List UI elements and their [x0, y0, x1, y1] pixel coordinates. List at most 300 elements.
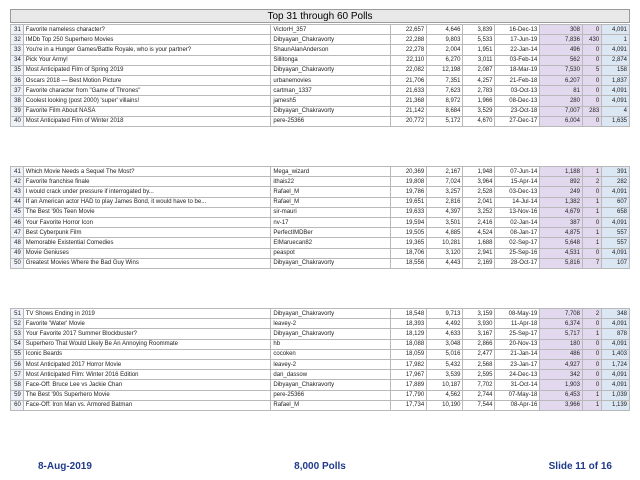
poll-stat-4: 342 [540, 370, 583, 380]
poll-rank: 43 [11, 187, 24, 197]
poll-title: Movie Geniuses [23, 248, 271, 258]
poll-stat-2: 3,048 [427, 339, 463, 349]
poll-author: urbanemovies [271, 75, 391, 85]
poll-stat-4: 6,207 [540, 75, 583, 85]
poll-stat-4: 5,717 [540, 329, 583, 339]
poll-stat-3: 2,941 [463, 248, 495, 258]
poll-stat-2: 4,646 [427, 25, 463, 35]
table-row [11, 75, 630, 85]
poll-stat-2: 4,633 [427, 329, 463, 339]
poll-author: ShaunAlanAnderson [271, 45, 391, 55]
poll-stat-5: 0 [582, 380, 601, 390]
poll-stat-6: 1 [602, 35, 630, 45]
poll-stat-3: 4,524 [463, 228, 495, 238]
poll-date: 14-Jul-14 [495, 197, 540, 207]
poll-stat-5: 1 [582, 228, 601, 238]
poll-total-votes: 22,288 [390, 35, 426, 45]
poll-stat-2: 2,816 [427, 197, 463, 207]
poll-stat-2: 7,351 [427, 75, 463, 85]
poll-stat-4: 1,903 [540, 380, 583, 390]
poll-total-votes: 21,633 [390, 86, 426, 96]
poll-title: Most Anticipated Film of Winter 2018 [23, 116, 271, 126]
poll-stat-4: 7,530 [540, 65, 583, 75]
poll-stat-5: 1 [582, 329, 601, 339]
poll-stat-3: 3,011 [463, 55, 495, 65]
poll-author: Rafael_M [271, 187, 391, 197]
poll-title: Most Anticipated Film: Winter 2016 Edition [23, 370, 271, 380]
poll-total-votes: 18,129 [390, 329, 426, 339]
poll-author: sir-mauri [271, 207, 391, 217]
poll-title: Pick Your Army! [23, 55, 271, 65]
poll-rank: 57 [11, 370, 24, 380]
poll-total-votes: 19,808 [390, 177, 426, 187]
poll-rank: 54 [11, 339, 24, 349]
poll-stat-4: 6,374 [540, 319, 583, 329]
poll-title: Greatest Movies Where the Bad Guy Wins [23, 258, 271, 268]
poll-rank: 52 [11, 319, 24, 329]
poll-stat-3: 2,169 [463, 258, 495, 268]
poll-stat-6: 4,091 [602, 319, 630, 329]
poll-stat-3: 3,964 [463, 177, 495, 187]
table-row [11, 258, 630, 268]
poll-rank: 36 [11, 75, 24, 85]
poll-stat-4: 7,708 [540, 309, 583, 319]
poll-date: 24-Dec-13 [495, 370, 540, 380]
poll-title: The Best '90s Teen Movie [23, 207, 271, 217]
poll-stat-6: 4,091 [602, 45, 630, 55]
poll-total-votes: 18,088 [390, 339, 426, 349]
poll-date: 31-Oct-14 [495, 380, 540, 390]
poll-date: 23-Jan-17 [495, 359, 540, 369]
poll-title: Iconic Beards [23, 349, 271, 359]
poll-stat-2: 9,803 [427, 35, 463, 45]
poll-stat-5: 0 [582, 370, 601, 380]
poll-date: 18-Mar-19 [495, 65, 540, 75]
poll-stat-6: 1,039 [602, 390, 630, 400]
poll-stat-3: 2,477 [463, 349, 495, 359]
poll-total-votes: 19,594 [390, 217, 426, 227]
table-row [11, 238, 630, 248]
poll-stat-4: 5,648 [540, 238, 583, 248]
poll-stat-2: 3,257 [427, 187, 463, 197]
poll-author: hb [271, 339, 391, 349]
poll-rank: 42 [11, 177, 24, 187]
poll-title: Oscars 2018 — Best Motion Picture [23, 75, 271, 85]
poll-title: Most Anticipated Film of Spring 2019 [23, 65, 271, 75]
poll-stat-5: 5 [582, 65, 601, 75]
table-row [11, 106, 630, 116]
poll-stat-4: 486 [540, 349, 583, 359]
poll-total-votes: 18,706 [390, 248, 426, 258]
poll-author: Sillitonga [271, 55, 391, 65]
poll-stat-6: 1,724 [602, 359, 630, 369]
table-row [11, 309, 630, 319]
poll-author: ElMaruecan82 [271, 238, 391, 248]
footer-slide-number: Slide 11 of 16 [548, 461, 612, 472]
poll-stat-4: 496 [540, 45, 583, 55]
poll-stat-6: 107 [602, 258, 630, 268]
table-row [11, 55, 630, 65]
poll-rank: 50 [11, 258, 24, 268]
poll-total-votes: 17,734 [390, 400, 426, 410]
poll-stat-6: 878 [602, 329, 630, 339]
poll-total-votes: 18,059 [390, 349, 426, 359]
poll-stat-4: 3,966 [540, 400, 583, 410]
poll-title: IMDb Top 250 Superhero Movies [23, 35, 271, 45]
polls-table-group-2 [10, 166, 630, 269]
page-title: Top 31 through 60 Polls [10, 9, 630, 23]
table-row [11, 25, 630, 35]
poll-date: 28-Oct-17 [495, 258, 540, 268]
poll-stat-6: 607 [602, 197, 630, 207]
poll-date: 02-Sep-17 [495, 238, 540, 248]
poll-date: 08-May-19 [495, 309, 540, 319]
poll-date: 07-Jun-14 [495, 167, 540, 177]
poll-stat-2: 7,623 [427, 86, 463, 96]
poll-title: You're in a Hunger Games/Battle Royale, who is your partner? [23, 45, 271, 55]
poll-stat-4: 7,007 [540, 106, 583, 116]
poll-stat-5: 0 [582, 75, 601, 85]
poll-author: nv-17 [271, 217, 391, 227]
poll-date: 15-Apr-14 [495, 177, 540, 187]
poll-title: Favorite nameless character? [23, 25, 271, 35]
poll-author: cartman_1337 [271, 86, 391, 96]
poll-stat-6: 1,837 [602, 75, 630, 85]
poll-date: 03-Feb-14 [495, 55, 540, 65]
poll-stat-3: 3,930 [463, 319, 495, 329]
table-row [11, 370, 630, 380]
poll-total-votes: 18,556 [390, 258, 426, 268]
poll-stat-3: 3,529 [463, 106, 495, 116]
poll-stat-2: 8,684 [427, 106, 463, 116]
poll-date: 27-Dec-17 [495, 116, 540, 126]
poll-title: Your Favorite 2017 Summer Blockbuster? [23, 329, 271, 339]
poll-rank: 48 [11, 238, 24, 248]
poll-title: Your Favorite Horror Icon [23, 217, 271, 227]
poll-total-votes: 17,790 [390, 390, 426, 400]
poll-author: Dibyayan_Chakravorty [271, 35, 391, 45]
table-row [11, 86, 630, 96]
poll-rank: 32 [11, 35, 24, 45]
poll-date: 11-Apr-18 [495, 319, 540, 329]
table-row [11, 116, 630, 126]
poll-stat-3: 2,087 [463, 65, 495, 75]
poll-total-votes: 21,142 [390, 106, 426, 116]
poll-stat-4: 6,453 [540, 390, 583, 400]
table-row [11, 65, 630, 75]
poll-stat-4: 6,004 [540, 116, 583, 126]
table-row [11, 45, 630, 55]
polls-table-group-1 [10, 24, 630, 127]
poll-stat-4: 7,836 [540, 35, 583, 45]
poll-total-votes: 17,889 [390, 380, 426, 390]
poll-total-votes: 21,706 [390, 75, 426, 85]
poll-date: 13-Nov-16 [495, 207, 540, 217]
poll-rank: 38 [11, 96, 24, 106]
table-row [11, 187, 630, 197]
poll-date: 08-Apr-16 [495, 400, 540, 410]
poll-stat-3: 7,702 [463, 380, 495, 390]
poll-stat-3: 1,948 [463, 167, 495, 177]
poll-stat-4: 4,875 [540, 228, 583, 238]
poll-stat-2: 5,172 [427, 116, 463, 126]
poll-rank: 51 [11, 309, 24, 319]
poll-stat-3: 1,951 [463, 45, 495, 55]
poll-stat-5: 430 [582, 35, 601, 45]
poll-stat-3: 7,544 [463, 400, 495, 410]
poll-stat-5: 1 [582, 238, 601, 248]
poll-total-votes: 19,505 [390, 228, 426, 238]
poll-total-votes: 19,786 [390, 187, 426, 197]
poll-stat-4: 387 [540, 217, 583, 227]
poll-title: Coolest looking (post 2000) 'super' villains! [23, 96, 271, 106]
poll-stat-6: 4,091 [602, 248, 630, 258]
poll-rank: 59 [11, 390, 24, 400]
poll-stat-2: 10,190 [427, 400, 463, 410]
poll-total-votes: 21,368 [390, 96, 426, 106]
poll-stat-4: 892 [540, 177, 583, 187]
poll-stat-3: 2,595 [463, 370, 495, 380]
poll-author: Rafael_M [271, 197, 391, 207]
poll-rank: 46 [11, 217, 24, 227]
poll-stat-5: 0 [582, 116, 601, 126]
poll-stat-6: 348 [602, 309, 630, 319]
poll-stat-5: 0 [582, 45, 601, 55]
poll-rank: 56 [11, 359, 24, 369]
table-row [11, 380, 630, 390]
poll-rank: 44 [11, 197, 24, 207]
poll-author: Dibyayan_Chakravorty [271, 258, 391, 268]
poll-stat-2: 8,972 [427, 96, 463, 106]
poll-author: Dibyayan_Chakravorty [271, 380, 391, 390]
polls-table-group-3 [10, 308, 630, 411]
table-row [11, 349, 630, 359]
poll-date: 07-May-18 [495, 390, 540, 400]
poll-stat-2: 10,187 [427, 380, 463, 390]
poll-title: Favorite 'Water' Movie [23, 319, 271, 329]
table-row [11, 228, 630, 238]
poll-date: 21-Jan-14 [495, 349, 540, 359]
poll-author: Dibyayan_Chakravorty [271, 65, 391, 75]
poll-stat-6: 4,091 [602, 380, 630, 390]
poll-stat-6: 282 [602, 177, 630, 187]
poll-title: Superhero That Would Likely Be An Annoying Roommate [23, 339, 271, 349]
poll-date: 16-Dec-13 [495, 25, 540, 35]
poll-stat-2: 5,432 [427, 359, 463, 369]
poll-total-votes: 17,982 [390, 359, 426, 369]
poll-stat-2: 3,501 [427, 217, 463, 227]
poll-rank: 49 [11, 248, 24, 258]
poll-stat-4: 4,679 [540, 207, 583, 217]
poll-stat-4: 1,382 [540, 197, 583, 207]
poll-rank: 60 [11, 400, 24, 410]
table-row [11, 339, 630, 349]
poll-stat-3: 2,041 [463, 197, 495, 207]
poll-date: 20-Nov-13 [495, 339, 540, 349]
poll-date: 08-Jan-17 [495, 228, 540, 238]
poll-date: 22-Jan-14 [495, 45, 540, 55]
poll-stat-4: 249 [540, 187, 583, 197]
poll-date: 23-Oct-18 [495, 106, 540, 116]
poll-title: Best Cyberpunk Film [23, 228, 271, 238]
poll-stat-5: 0 [582, 349, 601, 359]
poll-stat-2: 2,167 [427, 167, 463, 177]
table-row [11, 319, 630, 329]
poll-date: 17-Jun-19 [495, 35, 540, 45]
poll-stat-6: 391 [602, 167, 630, 177]
poll-title: Most Anticipated 2017 Horror Movie [23, 359, 271, 369]
poll-stat-5: 1 [582, 207, 601, 217]
poll-rank: 40 [11, 116, 24, 126]
poll-stat-5: 283 [582, 106, 601, 116]
poll-stat-5: 0 [582, 359, 601, 369]
poll-stat-3: 3,167 [463, 329, 495, 339]
poll-stat-2: 9,713 [427, 309, 463, 319]
poll-author: PerfectIMDBer [271, 228, 391, 238]
poll-total-votes: 18,548 [390, 309, 426, 319]
poll-stat-3: 2,528 [463, 187, 495, 197]
poll-stat-5: 0 [582, 187, 601, 197]
poll-stat-4: 180 [540, 339, 583, 349]
poll-date: 25-Sep-16 [495, 248, 540, 258]
poll-stat-5: 0 [582, 319, 601, 329]
poll-rank: 47 [11, 228, 24, 238]
table-row [11, 167, 630, 177]
poll-stat-5: 0 [582, 217, 601, 227]
poll-rank: 35 [11, 65, 24, 75]
poll-title: The Best '90s Superhero Movie [23, 390, 271, 400]
poll-author: Mega_wizard [271, 167, 391, 177]
poll-title: I would crack under pressure if interrogated by... [23, 187, 271, 197]
poll-stat-5: 1 [582, 400, 601, 410]
table-row [11, 329, 630, 339]
poll-stat-2: 12,198 [427, 65, 463, 75]
poll-stat-6: 4,091 [602, 25, 630, 35]
poll-stat-6: 1,139 [602, 400, 630, 410]
poll-stat-5: 1 [582, 197, 601, 207]
poll-total-votes: 22,110 [390, 55, 426, 65]
poll-stat-6: 4,091 [602, 187, 630, 197]
poll-stat-2: 7,024 [427, 177, 463, 187]
poll-stat-5: 0 [582, 55, 601, 65]
poll-date: 03-Dec-13 [495, 187, 540, 197]
poll-total-votes: 18,393 [390, 319, 426, 329]
poll-total-votes: 20,772 [390, 116, 426, 126]
table-row [11, 207, 630, 217]
poll-rank: 41 [11, 167, 24, 177]
poll-stat-2: 4,562 [427, 390, 463, 400]
poll-date: 25-Sep-17 [495, 329, 540, 339]
poll-stat-3: 4,670 [463, 116, 495, 126]
poll-author: Dibyayan_Chakravorty [271, 309, 391, 319]
poll-author: Rafael_M [271, 400, 391, 410]
poll-stat-6: 158 [602, 65, 630, 75]
poll-rank: 37 [11, 86, 24, 96]
poll-stat-2: 10,281 [427, 238, 463, 248]
poll-stat-4: 562 [540, 55, 583, 65]
poll-date: 02-Jan-14 [495, 217, 540, 227]
poll-stat-2: 2,004 [427, 45, 463, 55]
poll-author: peaspot [271, 248, 391, 258]
poll-stat-2: 6,270 [427, 55, 463, 65]
poll-author: ithais22 [271, 177, 391, 187]
poll-stat-2: 4,397 [427, 207, 463, 217]
poll-total-votes: 22,082 [390, 65, 426, 75]
poll-stat-5: 2 [582, 309, 601, 319]
table-row [11, 217, 630, 227]
poll-stat-3: 2,568 [463, 359, 495, 369]
poll-stat-6: 4,091 [602, 217, 630, 227]
poll-stat-2: 3,120 [427, 248, 463, 258]
poll-stat-5: 0 [582, 248, 601, 258]
table-row [11, 248, 630, 258]
poll-stat-3: 2,783 [463, 86, 495, 96]
poll-title: Memorable Existential Comedies [23, 238, 271, 248]
poll-rank: 34 [11, 55, 24, 65]
poll-stat-5: 0 [582, 86, 601, 96]
poll-stat-6: 4,091 [602, 86, 630, 96]
poll-stat-5: 0 [582, 96, 601, 106]
poll-title: TV Shows Ending in 2019 [23, 309, 271, 319]
poll-stat-3: 5,533 [463, 35, 495, 45]
poll-stat-5: 1 [582, 167, 601, 177]
poll-rank: 31 [11, 25, 24, 35]
poll-stat-6: 4,091 [602, 339, 630, 349]
poll-title: Face-Off: Bruce Lee vs Jackie Chan [23, 380, 271, 390]
poll-stat-4: 4,531 [540, 248, 583, 258]
poll-author: cocoken [271, 349, 391, 359]
poll-stat-3: 4,257 [463, 75, 495, 85]
poll-stat-3: 3,159 [463, 309, 495, 319]
footer-date: 8-Aug-2019 [38, 461, 92, 472]
poll-rank: 39 [11, 106, 24, 116]
poll-title: Face-Off: Iron Man vs. Armored Batman [23, 400, 271, 410]
poll-stat-2: 4,492 [427, 319, 463, 329]
poll-stat-6: 4,091 [602, 370, 630, 380]
poll-total-votes: 19,365 [390, 238, 426, 248]
poll-author: dan_dassow [271, 370, 391, 380]
poll-stat-3: 3,839 [463, 25, 495, 35]
poll-author: pere-25366 [271, 390, 391, 400]
poll-title: Which Movie Needs a Sequel The Most? [23, 167, 271, 177]
poll-stat-4: 1,188 [540, 167, 583, 177]
poll-author: VictorH_357 [271, 25, 391, 35]
poll-stat-4: 280 [540, 96, 583, 106]
poll-stat-6: 4,091 [602, 96, 630, 106]
poll-rank: 55 [11, 349, 24, 359]
poll-total-votes: 19,651 [390, 197, 426, 207]
poll-title: Favorite Film About NASA [23, 106, 271, 116]
poll-stat-3: 2,416 [463, 217, 495, 227]
poll-stat-6: 557 [602, 228, 630, 238]
poll-total-votes: 22,657 [390, 25, 426, 35]
footer-poll-count: 8,000 Polls [294, 461, 346, 472]
poll-stat-4: 308 [540, 25, 583, 35]
table-row [11, 96, 630, 106]
poll-stat-5: 2 [582, 177, 601, 187]
poll-date: 21-Feb-18 [495, 75, 540, 85]
poll-stat-2: 5,016 [427, 349, 463, 359]
poll-stat-5: 0 [582, 25, 601, 35]
poll-author: leavey-2 [271, 319, 391, 329]
poll-stat-2: 4,885 [427, 228, 463, 238]
poll-rank: 53 [11, 329, 24, 339]
poll-author: leavey-2 [271, 359, 391, 369]
poll-title: Favorite franchise finale [23, 177, 271, 187]
poll-stat-2: 4,443 [427, 258, 463, 268]
poll-title: If an American actor HAD to play James Bond, it would have to be... [23, 197, 271, 207]
table-row [11, 400, 630, 410]
